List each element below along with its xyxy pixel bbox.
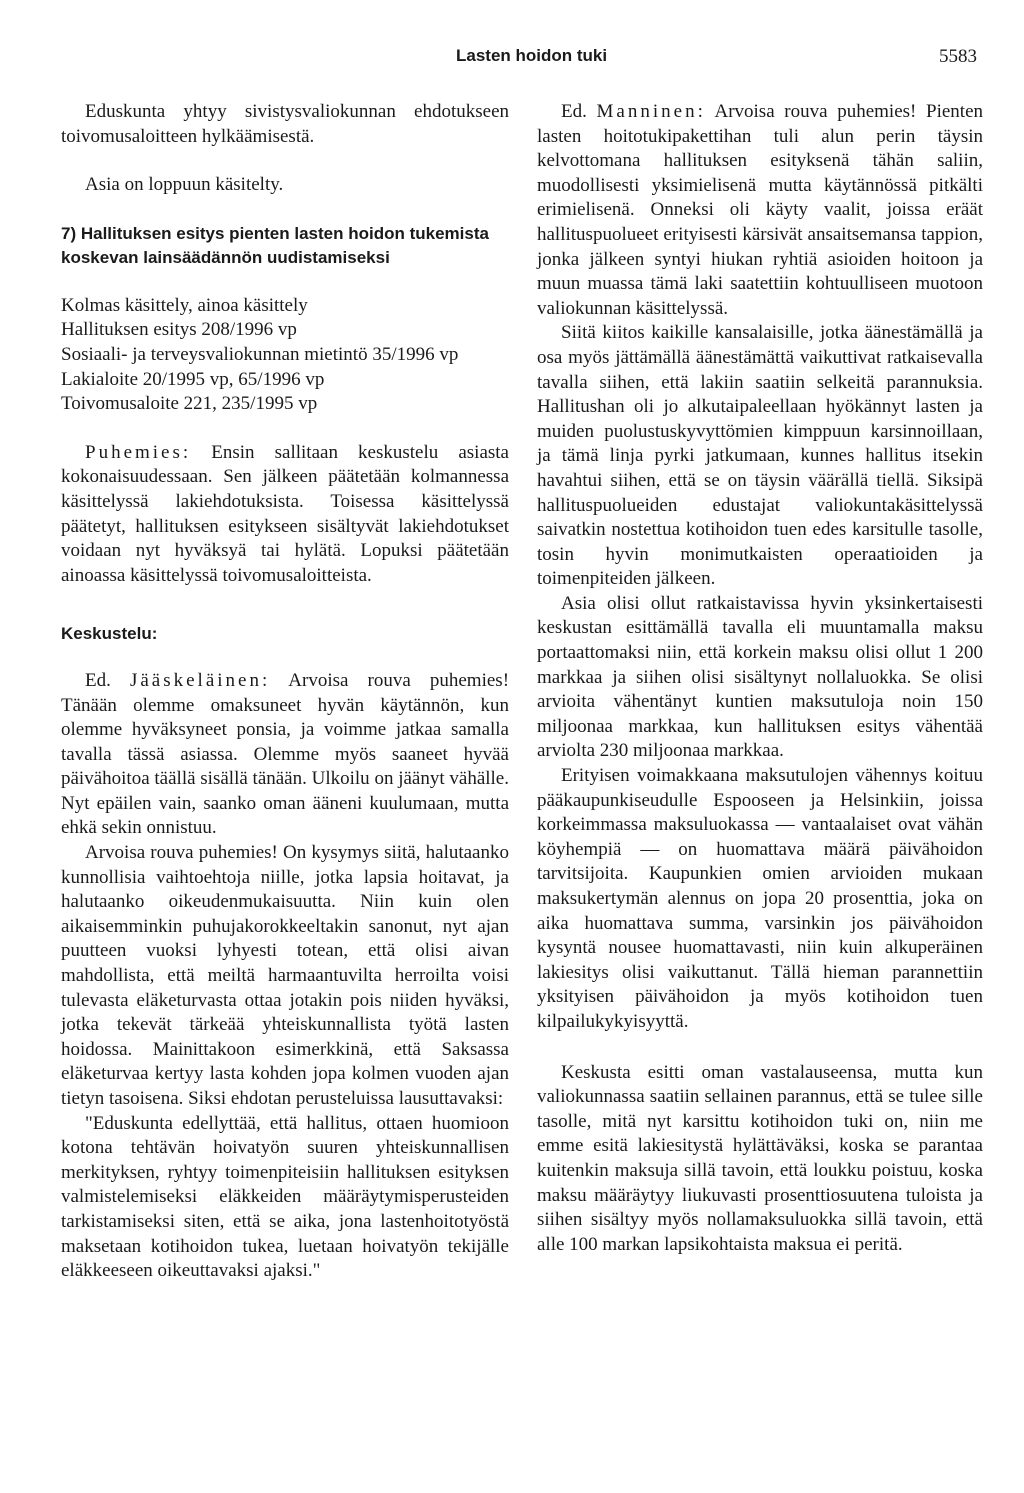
paragraph-decision: Eduskunta yhtyy sivistysvaliokunnan ehdotukseen toivomusaloitteen hylkäämisestä. bbox=[61, 101, 509, 147]
right-column bbox=[537, 100, 983, 1257]
document-list-item: Hallituksen esitys 208/1996 vp bbox=[61, 319, 297, 341]
page-number: 5583 bbox=[939, 46, 977, 67]
paragraph-closed: Asia on loppuun käsitelty. bbox=[85, 174, 284, 196]
document-list-item: Kolmas käsittely, ainoa käsittely bbox=[61, 294, 308, 316]
agenda-item-heading: 7) Hallituksen esitys pienten lasten hoidon tukemista koskevan lainsäädännön uudistamiseksi bbox=[61, 223, 489, 267]
paragraph-puhemies bbox=[61, 441, 509, 589]
paragraph-manninen-3: Asia olisi ollut ratkaistavissa hyvin yksinkertaisesti keskustan esittämällä tavalla eli muuntamalla maksu portaattomaksi niin, että korkein maksu olisi ollut 1 200 markkaa ja siihen olisi sisältynyt nollaluokka. Se olisi arvioita vähentänyt kuntien maksutuloja noin 150 miljoonaa markkaa, kun hallituksen esitys vähentää arviolta 230 miljoonaa markkaa. bbox=[537, 592, 983, 762]
speaker-name: Puhemies: bbox=[85, 441, 192, 463]
speaker-name: Jääskeläinen: bbox=[129, 669, 271, 691]
header-title: Lasten hoidon tuki bbox=[456, 46, 608, 65]
ed-prefix: Ed. bbox=[85, 669, 111, 691]
paragraph-jaaskelainen-2: Arvoisa rouva puhemies! On kysymys siitä, halutaanko kunnollisia vaihtoehtoja niille, jotka lapsia hoitavat, ja halutaanko oikeudenmukaisuutta. Niin kuin olen aikaisemminkin puhujakorokkeeltakin sanonut, nyt ajan puutteen vuoksi lyhyesti totean, että olisi aivan mahdollista, että meiltä harmaantuvilta herroilta voisi tulevasta eläketurvasta ottaa jotakin pois niiden hyväksi, jotka tekevät tärkeää yhteiskunnallista työtä lasten hoidossa. Mainittakoon esimerkkinä, että Saksassa eläketurvaa kertyy lasta kohden jopa kolmen vuoden ajan tietyn tasoisena. Siksi ehdotan perusteluissa lausuttavaksi: bbox=[61, 842, 509, 1109]
paragraph-manninen-4: Erityisen voimakkaana maksutulojen vähennys koituu pääkaupunkiseudulle Espooseen ja Helsinkiin, joissa korkeimmassa maksuluokassa — vantaalaiset ovat vähän köyhempiä — on huomattava määrä päivähoidon tarvitsijoita. Kaupunkien omien arvioiden mukaan maksukertymän alennus on jopa 20 prosenttia, joka on aika huomattava summa, varsinkin jos päivähoidon kysyntä nousee huomattavasti, niin kuin alkuperäinen lakiesitys olisi vaikuttanut. Tällä hieman parannettiin yksityisen päivähoidon ja myös kotihoidon tuen kilpailukykyisyyttä. bbox=[537, 765, 983, 1032]
paragraph-manninen-1 bbox=[537, 100, 983, 321]
document-list-item: Sosiaali- ja terveysvaliokunnan mietintö 35/1996 vp bbox=[61, 343, 459, 365]
ed-prefix: Ed. bbox=[561, 101, 587, 122]
paragraph-quote: "Eduskunta edellyttää, että hallitus, ottaen huomioon kotona tehtävän hoivatyön suuren yhteiskunnallisen merkityksen, ryhtyy toimenpiteisiin hallituksen esityksen valmistelemiseksi eläkkeiden määräytymisperusteiden tarkistamiseksi siten, että se aika, jona lastenhoitotyöstä maksetaan kotihoidon tukea, luetaan hoivatyön tekijälle eläkkeeseen oikeuttavaksi ajaksi." bbox=[61, 1112, 509, 1282]
document-list-item: Toivomusaloite 221, 235/1995 vp bbox=[61, 393, 318, 415]
speaker-name: Manninen: bbox=[596, 101, 706, 122]
section-subheading: Keskustelu: bbox=[61, 624, 158, 644]
document-list-item: Lakialoite 20/1995 vp, 65/1996 vp bbox=[61, 368, 325, 390]
paragraph-jaaskelainen-1 bbox=[61, 669, 509, 841]
speech-text: Ensin sallitaan keskustelu asiasta kokonaisuudessaan. Sen jälkeen päätetään kolmannessa käsittelyssä lakiehdotuksista. Toisessa käsittelyssä päätetyt, hallituksen esitykseen sisältyvät lakiehdotukset voidaan nyt hyväksyä tai hylätä. Lopuksi päätetään ainoassa käsittelyssä toivomusaloitteista. bbox=[61, 441, 509, 586]
running-header bbox=[0, 46, 1024, 74]
paragraph-manninen-2: Siitä kiitos kaikille kansalaisille, jotka äänestämällä ja osa myös jättämällä äänestämättä vaikuttivat ratkaisevalla tavalla siihen, että lakiin saatiin selkeitä parannuksia. Hallitushan oli jo alkutaipaleellaan hyökännyt lasten ja muiden puolustuskyvyttömien kimppuun karsinnoillaan, ja tämä linja pyrki jatkumaan, kunnes hallitus itsekin havahtui siihen, että se on täysin väärällä tiellä. Siksipä hallituspuolueiden edustajat valiokuntakäsittelyssä saivatkin nostettua kotihoidon tuen edes karsitulle tasolle, tosin hyvin monimutkaisten operaatioiden ja toimenpiteiden jälkeen. bbox=[537, 322, 983, 590]
paragraph-manninen-5: Keskusta esitti oman vastalauseensa, mutta kun valiokunnassa saatiin sellainen parannus, että se tulee sille tasolle, mitä nyt karsittu kotihoidon tuki on, niin me emme esitä lakiesitystä hylättäväksi, koska se parantaa kuitenkin maksuja sillä tavoin, että loukku poistuu, koska maksu määräytyy liukuvasti prosenttiosuutena tuloista ja siihen sisältyy myös nollamaksuluokka sillä tavoin, että alle 100 markan lapsikohtaista maksua ei peritä. bbox=[537, 1061, 983, 1255]
document-list bbox=[61, 294, 509, 417]
speech-text: Arvoisa rouva puhemies! Pienten lasten hoitotukipakettihan tuli alun perin täysin kelvottomana hallituksen esityksenä tähän saliin, muodollisesti yksimielisenä mutta käytännössä pitkälti erimielisenä. Onneksi oli käyty vaalit, joissa eräät hallituspuolueet erityisesti kärsivät ansaitsemansa tappion, jonka jälkeen syntyi hiukan ryhtiä asioiden hoitoon ja muun muassa tämä laki saatettiin kohtuulliseen muotoon valiokunnan käsittelyssä. bbox=[537, 101, 984, 319]
left-column bbox=[61, 100, 509, 1284]
speech-text: Arvoisa rouva puhemies! Tänään olemme omaksuneet hyvän käytännön, kun olemme hyväksyneet ponsia, ja voimme jatkaa samalla tavalla tässä asiassa. Olemme myös saaneet hyvää päivähoitoa täällä sisällä tänään. Ulkoilu on jäänyt vähälle. Nyt epäilen vain, saanko oman ääneni kuulumaan, mutta ehkä sekin onnistuu. bbox=[61, 669, 510, 839]
